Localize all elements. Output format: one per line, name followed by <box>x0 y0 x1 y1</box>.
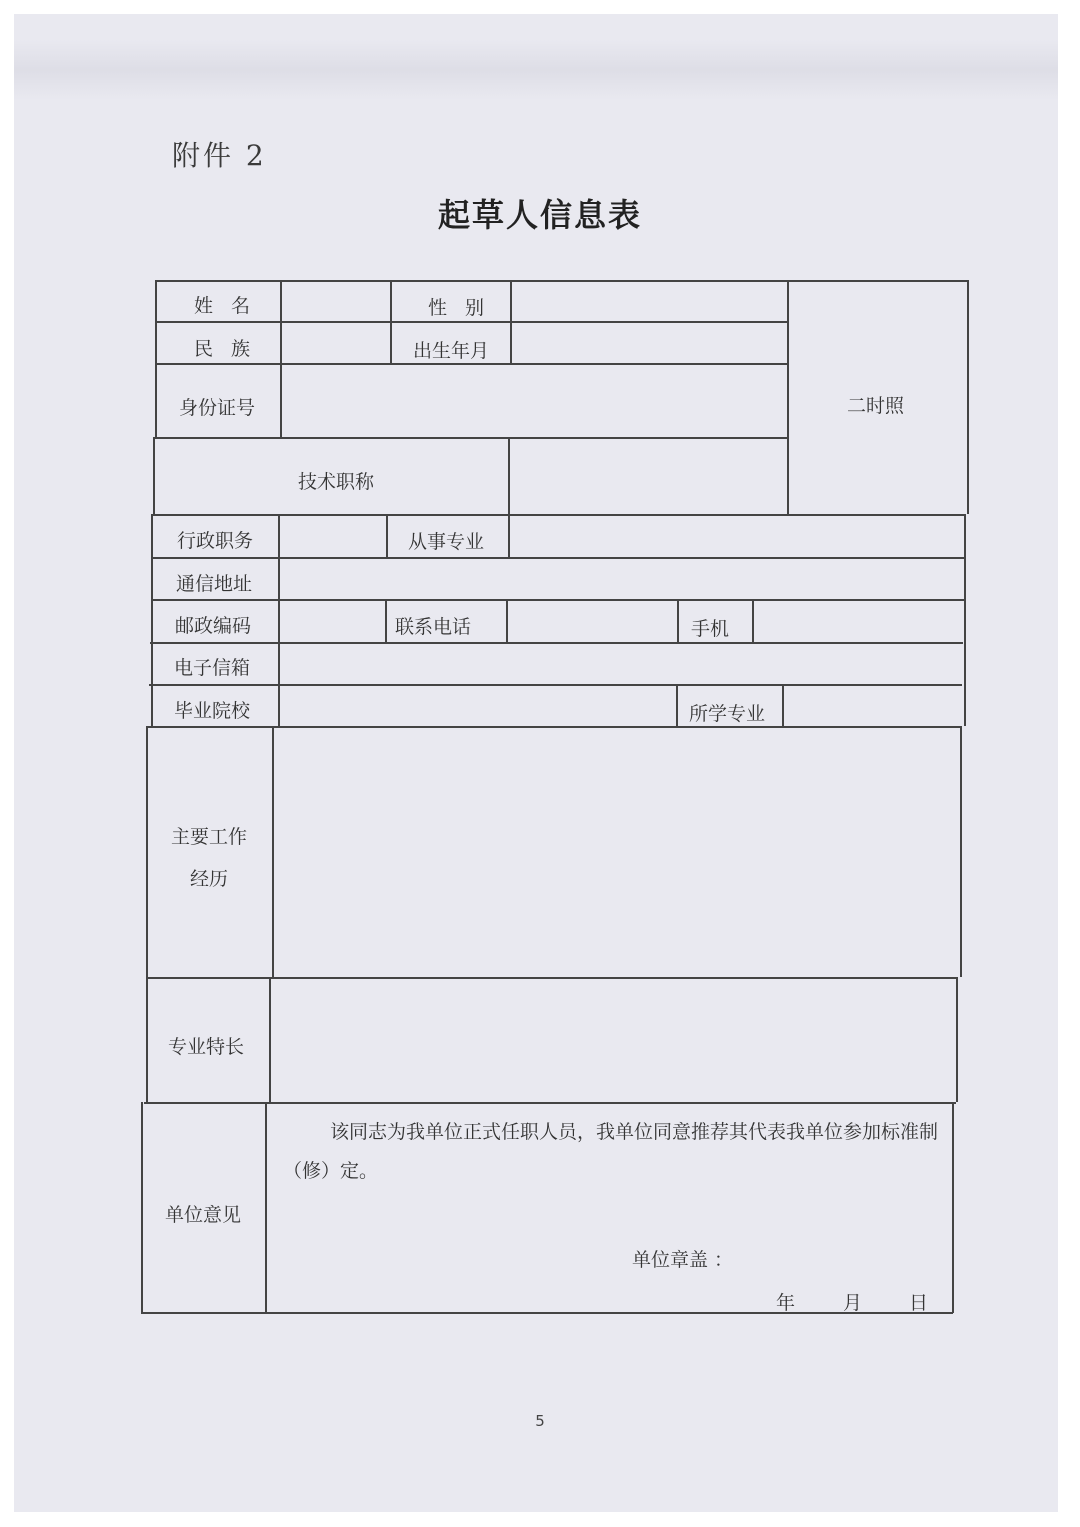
cell-line <box>506 599 508 642</box>
cell-line <box>782 684 784 726</box>
label-mobile: 手机 <box>691 618 730 640</box>
table-border-right <box>964 514 966 726</box>
page-number: 5 <box>535 1412 545 1430</box>
photo-column-line <box>787 280 789 514</box>
label-ethnicity: 民 族 <box>194 338 257 360</box>
opinion-text-line-2: （修）定。 <box>283 1160 379 1182</box>
label-work-history-1: 主要工作 <box>171 826 248 848</box>
cell-line <box>510 280 512 363</box>
table-border-left <box>141 1102 143 1313</box>
label-school: 毕业院校 <box>174 700 251 722</box>
table-border-right <box>952 1102 954 1313</box>
form-title: 起草人信息表 <box>437 196 642 234</box>
scan-artifact <box>14 40 1058 100</box>
table-border-right <box>956 977 958 1102</box>
row-line <box>153 514 966 516</box>
cell-line <box>508 514 510 557</box>
label-column-line <box>269 977 271 1102</box>
cell-line <box>390 280 392 363</box>
table-border-right <box>967 280 969 514</box>
label-phone: 联系电话 <box>395 616 472 638</box>
row-line <box>148 726 961 728</box>
table-border-left <box>146 726 148 1102</box>
table-border-left <box>155 280 157 437</box>
cell-line <box>386 514 388 557</box>
row-line <box>146 977 958 979</box>
label-column-line <box>280 280 282 437</box>
table-border-left <box>151 514 153 726</box>
label-email: 电子信箱 <box>174 657 251 679</box>
attachment-label: 附件 2 <box>172 139 267 172</box>
opinion-text-line-1: 该同志为我单位正式任职人员，我单位同意推荐其代表我单位参加标准制 <box>330 1121 939 1143</box>
label-unit-opinion: 单位意见 <box>165 1204 242 1226</box>
label-specialty: 从事专业 <box>408 531 485 553</box>
date-year: 年 <box>776 1292 796 1314</box>
table-border-top <box>155 280 968 282</box>
label-name: 姓 名 <box>194 295 257 317</box>
label-column-line <box>265 1102 267 1313</box>
cell-line <box>677 599 679 642</box>
label-major: 所学专业 <box>689 703 766 725</box>
cell-line <box>676 684 678 726</box>
label-photo: 二时照 <box>847 395 905 417</box>
table-border-left <box>153 437 155 514</box>
table-border-right <box>960 726 962 977</box>
date-month: 月 <box>843 1292 863 1314</box>
unit-seal-label: 单位章盖 ： <box>632 1249 734 1271</box>
row-line <box>155 363 788 365</box>
label-column-line <box>272 726 274 977</box>
label-gender: 性 别 <box>428 297 491 319</box>
label-expertise: 专业特长 <box>168 1036 245 1058</box>
label-admin-position: 行政职务 <box>177 530 254 552</box>
label-tech-title: 技术职称 <box>298 471 375 493</box>
row-line <box>150 642 963 644</box>
cell-line <box>508 437 510 514</box>
label-address: 通信地址 <box>176 573 253 595</box>
cell-line <box>752 599 754 642</box>
date-day: 日 <box>909 1292 929 1314</box>
label-work-history-2: 经历 <box>190 868 229 890</box>
scanned-page <box>14 14 1058 1512</box>
row-line <box>154 437 787 439</box>
label-postcode: 邮政编码 <box>175 615 252 637</box>
cell-line <box>385 599 387 642</box>
row-line <box>151 599 964 601</box>
row-line <box>155 321 788 323</box>
row-line <box>152 557 965 559</box>
table-border-bottom <box>141 1312 953 1314</box>
label-id-number: 身份证号 <box>179 397 256 419</box>
label-birth-date: 出生年月 <box>413 340 490 362</box>
row-line <box>149 684 962 686</box>
label-column-line <box>278 514 280 726</box>
